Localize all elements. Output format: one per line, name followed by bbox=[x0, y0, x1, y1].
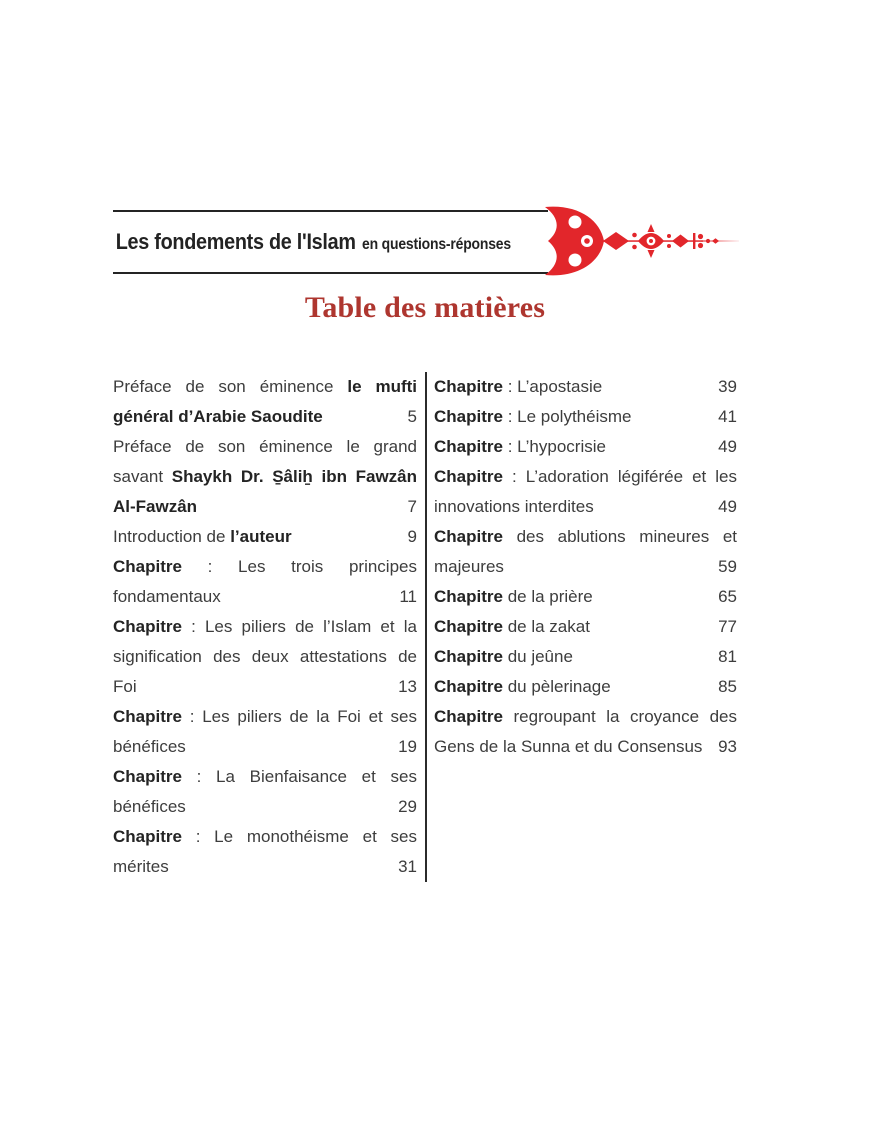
toc-page-number: 13 bbox=[392, 672, 417, 702]
toc-entry bbox=[113, 822, 417, 882]
toc-column-right bbox=[434, 372, 737, 882]
toc-entry-title: Chapitre regroupant la croyance des Gens de la Sunna et du Consensus bbox=[434, 707, 737, 756]
toc-page-number: 11 bbox=[393, 582, 417, 612]
toc-entry-title: Chapitre : Le polythéisme bbox=[434, 407, 632, 426]
page-title: Table des matières bbox=[304, 291, 546, 324]
toc-entry-title: Chapitre du pèlerinage bbox=[434, 677, 611, 696]
toc-entry-title: Chapitre : Le monothéisme et ses mérites bbox=[113, 827, 417, 876]
toc-entry-title: Préface de son éminence le mufti général d’Arabie Saoudite bbox=[113, 377, 417, 426]
toc-entry-title: Chapitre de la zakat bbox=[434, 617, 590, 636]
toc-entry bbox=[434, 642, 737, 672]
toc-entry bbox=[434, 672, 737, 702]
toc-entry-title: Chapitre : Les trois principes fondamentaux bbox=[113, 557, 417, 606]
toc-entry bbox=[434, 522, 737, 582]
toc-entry bbox=[434, 372, 737, 402]
book-title-subtitle: en questions-réponses bbox=[362, 236, 511, 253]
toc-entry-title: Chapitre du jeûne bbox=[434, 647, 573, 666]
toc-page-number: 29 bbox=[392, 792, 417, 822]
book-title bbox=[113, 229, 511, 255]
toc-entry-title: Chapitre : Les piliers de la Foi et ses bénéfices bbox=[113, 707, 417, 756]
toc-entry bbox=[113, 702, 417, 762]
toc-entry-title: Chapitre des ablutions mineures et majeures bbox=[434, 527, 737, 576]
toc-entry bbox=[113, 552, 417, 612]
toc-entry bbox=[113, 432, 417, 522]
toc-entry bbox=[434, 612, 737, 642]
arabesque-flourish-icon bbox=[543, 204, 740, 278]
toc-entry bbox=[113, 762, 417, 822]
toc-page-number: 85 bbox=[712, 672, 737, 702]
book-title-main: Les fondements de l'Islam bbox=[115, 229, 356, 254]
toc-page-number: 93 bbox=[712, 732, 737, 762]
toc-entry bbox=[434, 402, 737, 432]
toc-entry bbox=[113, 372, 417, 432]
toc-entry bbox=[434, 582, 737, 612]
toc-entry-title: Chapitre : Les piliers de l’Islam et la signification des deux attestations de Foi bbox=[113, 617, 417, 696]
toc-page-number: 31 bbox=[392, 852, 417, 882]
toc-entry-title: Chapitre de la prière bbox=[434, 587, 593, 606]
toc-entry bbox=[113, 612, 417, 702]
page-header bbox=[113, 210, 548, 274]
toc-entry bbox=[113, 522, 417, 552]
toc-page-number: 49 bbox=[712, 432, 737, 462]
toc-entry-title: Préface de son éminence le grand savant Shaykh Dr. S̱âliẖ ibn Fawzân Al-Fawzân bbox=[113, 437, 418, 516]
toc-page-number: 19 bbox=[392, 732, 417, 762]
toc-page-number: 49 bbox=[712, 492, 737, 522]
toc-page-number: 9 bbox=[402, 522, 417, 552]
toc-page-number: 5 bbox=[402, 402, 417, 432]
toc-entry-title: Introduction de l’auteur bbox=[113, 527, 292, 546]
toc-columns bbox=[113, 372, 737, 882]
toc-page-number: 7 bbox=[402, 492, 417, 522]
toc-page-number: 81 bbox=[712, 642, 737, 672]
toc-page-number: 65 bbox=[712, 582, 737, 612]
column-divider bbox=[425, 372, 427, 882]
toc-entry bbox=[434, 702, 737, 762]
toc-entry-title: Chapitre : La Bienfaisance et ses bénéfices bbox=[113, 767, 417, 816]
toc-page-number: 59 bbox=[712, 552, 737, 582]
toc-entry-title: Chapitre : L’apostasie bbox=[434, 377, 603, 396]
toc-entry-title: Chapitre : L’adoration légiférée et les innovations interdites bbox=[434, 467, 737, 516]
toc-entry bbox=[434, 432, 737, 462]
toc-page-number: 41 bbox=[712, 402, 737, 432]
toc-entry bbox=[434, 462, 737, 522]
toc-column-left bbox=[113, 372, 417, 882]
toc-page-number: 77 bbox=[712, 612, 737, 642]
toc-page-number: 39 bbox=[712, 372, 737, 402]
toc-entry-title: Chapitre : L’hypocrisie bbox=[434, 437, 606, 456]
